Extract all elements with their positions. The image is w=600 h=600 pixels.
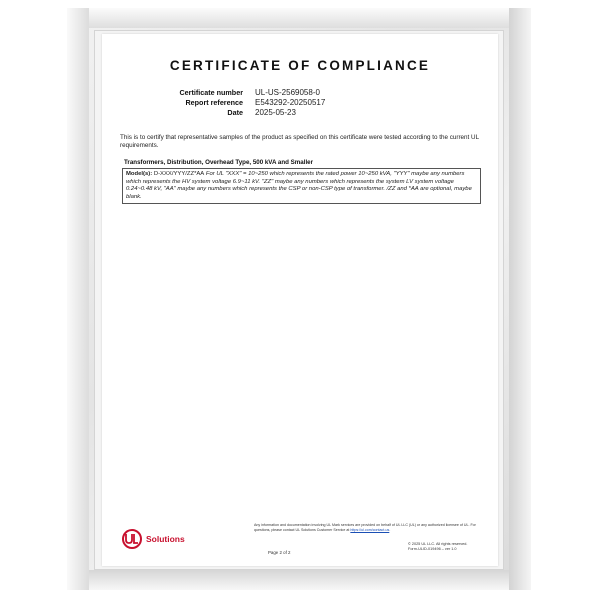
models-description: For UL "XXX" = 10~250 which represents the rated power 10~250 kVA, "YYY" maybe any numbers which represents the HV system voltage 6.9~11 kV. "ZZ" maybe any numbers which represents the system LV system voltage 0.24~0.48 kV, "AA" maybe any numbers which represents the CSP or non-CSP type of transformer. /ZZ and *AA are optional, maybe blank. bbox=[126, 171, 472, 200]
page-number: Page 2 of 2 bbox=[268, 550, 291, 555]
product-title: Transformers, Distribution, Overhead Type, 500 kVA and Smaller bbox=[124, 159, 314, 166]
contact-link[interactable]: https://ul.com/contact-us bbox=[350, 527, 390, 532]
meta-row-certificate-number bbox=[142, 88, 472, 98]
certificate-title: CERTIFICATE OF COMPLIANCE bbox=[169, 58, 431, 73]
meta-label: Certificate number bbox=[179, 88, 243, 97]
form-id: Form-ULID-019496 – ver 1.0 bbox=[408, 547, 457, 551]
certificate-page bbox=[102, 34, 498, 566]
models-label: Model(s): bbox=[126, 171, 153, 177]
disclaimer-text: Any information and documentation involving UL Mark services are provided on behalf of UL LLC (UL) or any authorized licensee of UL. For questions, please contact UL Solutions Customer Service at bbox=[254, 523, 476, 532]
models-box bbox=[122, 168, 481, 204]
copyright-text: © 2025 UL LLC. All rights reserved. bbox=[408, 542, 468, 546]
models-code: D-XXX/YYY/ZZ*AA bbox=[152, 171, 205, 177]
frame-bevel-right bbox=[509, 8, 531, 590]
logo-text: Solutions bbox=[146, 534, 185, 544]
footer-disclaimer: Any information and documentation involving UL Mark services are provided on behalf of UL LLC (UL) or any authorized licensee of UL. For questions, please contact UL Solutions Customer Service at https://ul.com/contact-us. bbox=[254, 523, 476, 532]
copyright-block bbox=[408, 542, 484, 552]
meta-label: Date bbox=[227, 108, 243, 117]
certification-statement: This is to certify that representative samples of the product as specified on this certificate were tested according to the current UL requirements. bbox=[120, 134, 479, 150]
report-reference: E543292-20250517 bbox=[255, 98, 326, 107]
certificate-number: UL-US-2569058-0 bbox=[255, 88, 320, 97]
certificate-date: 2025-05-23 bbox=[255, 108, 296, 117]
frame-bevel-bottom bbox=[67, 570, 531, 590]
ul-logo-icon bbox=[122, 529, 142, 549]
meta-label: Report reference bbox=[185, 98, 243, 107]
ul-solutions-logo bbox=[122, 524, 185, 554]
frame-bevel-left bbox=[67, 8, 89, 590]
frame-bevel-top bbox=[67, 8, 531, 28]
meta-row-date bbox=[142, 108, 472, 118]
meta-row-report-reference bbox=[142, 98, 472, 108]
certificate-meta bbox=[142, 88, 472, 118]
